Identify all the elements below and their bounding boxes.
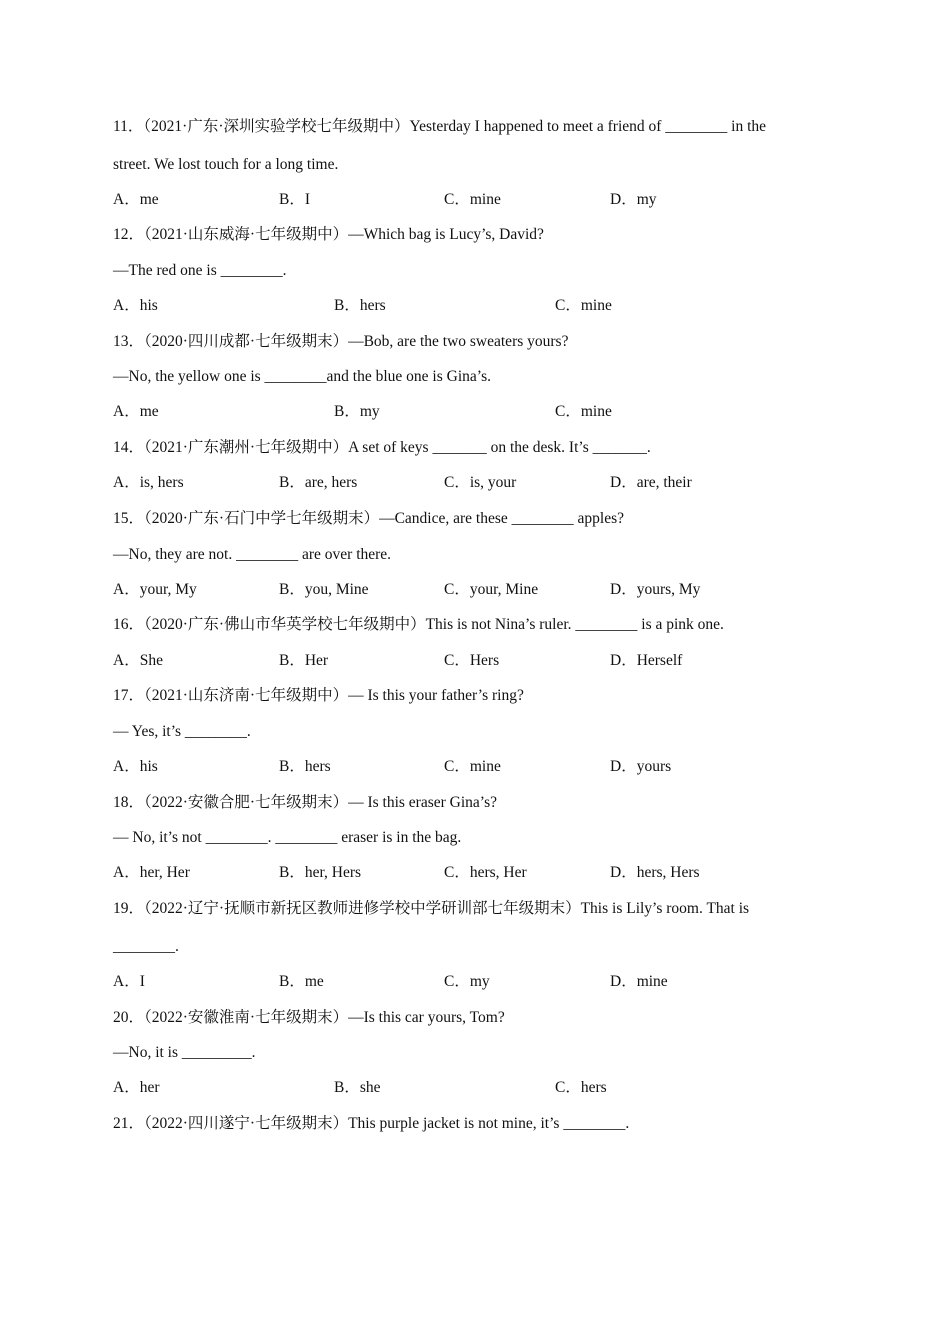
option-a: A．She bbox=[113, 652, 163, 669]
question-18-stem: 18．（2022·安徽合肥·七年级期末）— Is this eraser Gina’s? bbox=[113, 794, 498, 811]
question-11-options bbox=[113, 190, 850, 210]
question-21-stem: 21．（2022·四川遂宁·七年级期末）This purple jacket is not mine, it’s ________. bbox=[113, 1115, 630, 1132]
question-16-options bbox=[113, 651, 850, 671]
option-a: A．his bbox=[113, 297, 158, 314]
option-a: A．me bbox=[113, 191, 159, 208]
option-b: B．my bbox=[334, 403, 380, 420]
option-b: B．her, Hers bbox=[279, 864, 362, 881]
option-c: C．my bbox=[444, 973, 490, 990]
option-c: C．hers, Her bbox=[444, 864, 527, 881]
option-c: C．mine bbox=[444, 191, 501, 208]
question-15-options bbox=[113, 580, 850, 600]
question-19-stem: 19．（2022·辽宁·抚顺市新抚区教师进修学校中学研训部七年级期末）This is Lily’s room. That is bbox=[113, 900, 750, 917]
question-20-stem-cont: —No, it is _________. bbox=[113, 1044, 256, 1061]
question-18-stem-cont: — No, it’s not ________. ________ eraser is in the bag. bbox=[113, 829, 462, 846]
option-d: D．yours bbox=[610, 758, 672, 775]
question-14-options bbox=[113, 473, 850, 493]
question-20-options bbox=[113, 1078, 850, 1098]
option-c: C．mine bbox=[555, 297, 612, 314]
question-19-stem-cont: ________. bbox=[113, 938, 179, 955]
option-a: A．your, My bbox=[113, 581, 197, 598]
option-b: B．you, Mine bbox=[279, 581, 369, 598]
option-b: B．me bbox=[279, 973, 324, 990]
option-c: C．is, your bbox=[444, 474, 517, 491]
question-13-stem: 13．（2020·四川成都·七年级期末）—Bob, are the two sweaters yours? bbox=[113, 333, 569, 350]
option-d: D．hers, Hers bbox=[610, 864, 700, 881]
option-d: D．my bbox=[610, 191, 657, 208]
option-a: A．I bbox=[113, 973, 145, 990]
question-14-stem: 14．（2021·广东潮州·七年级期中）A set of keys _______ on the desk. It’s _______. bbox=[113, 439, 651, 456]
option-a: A．is, hers bbox=[113, 474, 184, 491]
question-16-stem: 16．（2020·广东·佛山市华英学校七年级期中）This is not Nina’s ruler. ________ is a pink one. bbox=[113, 616, 724, 633]
option-a: A．her bbox=[113, 1079, 160, 1096]
question-20-stem: 20．（2022·安徽淮南·七年级期末）—Is this car yours, Tom? bbox=[113, 1009, 505, 1026]
question-12-stem-cont: —The red one is ________. bbox=[113, 262, 287, 279]
option-c: C．your, Mine bbox=[444, 581, 539, 598]
option-d: D．yours, My bbox=[610, 581, 701, 598]
option-b: B．she bbox=[334, 1079, 381, 1096]
question-19-options bbox=[113, 972, 850, 992]
option-a: A．her, Her bbox=[113, 864, 190, 881]
option-a: A．me bbox=[113, 403, 159, 420]
question-12-stem: 12．（2021·山东威海·七年级期中）—Which bag is Lucy’s, David? bbox=[113, 226, 544, 243]
option-b: B．hers bbox=[279, 758, 331, 775]
option-d: D．are, their bbox=[610, 474, 692, 491]
question-15-stem: 15．（2020·广东·石门中学七年级期末）—Candice, are these ________ apples? bbox=[113, 510, 624, 527]
question-12-options bbox=[113, 296, 850, 316]
question-11-stem-cont: street. We lost touch for a long time. bbox=[113, 156, 339, 173]
option-c: C．mine bbox=[444, 758, 501, 775]
option-b: B．are, hers bbox=[279, 474, 358, 491]
option-d: D．mine bbox=[610, 973, 668, 990]
question-17-stem: 17．（2021·山东济南·七年级期中）— Is this your father’s ring? bbox=[113, 687, 524, 704]
option-b: B．Her bbox=[279, 652, 329, 669]
question-17-stem-cont: — Yes, it’s ________. bbox=[113, 723, 251, 740]
option-d: D．Herself bbox=[610, 652, 683, 669]
question-11-stem: 11．（2021·广东·深圳实验学校七年级期中）Yesterday I happened to meet a friend of ________ in the bbox=[113, 118, 767, 135]
question-13-stem-cont: —No, the yellow one is ________and the blue one is Gina’s. bbox=[113, 368, 491, 385]
option-c: C．mine bbox=[555, 403, 612, 420]
option-a: A．his bbox=[113, 758, 158, 775]
question-13-options bbox=[113, 402, 850, 422]
option-c: C．Hers bbox=[444, 652, 500, 669]
question-15-stem-cont: —No, they are not. ________ are over there. bbox=[113, 546, 392, 563]
option-b: B．hers bbox=[334, 297, 386, 314]
question-18-options bbox=[113, 863, 850, 883]
question-17-options bbox=[113, 757, 850, 777]
option-c: C．hers bbox=[555, 1079, 607, 1096]
option-b: B．I bbox=[279, 191, 311, 208]
